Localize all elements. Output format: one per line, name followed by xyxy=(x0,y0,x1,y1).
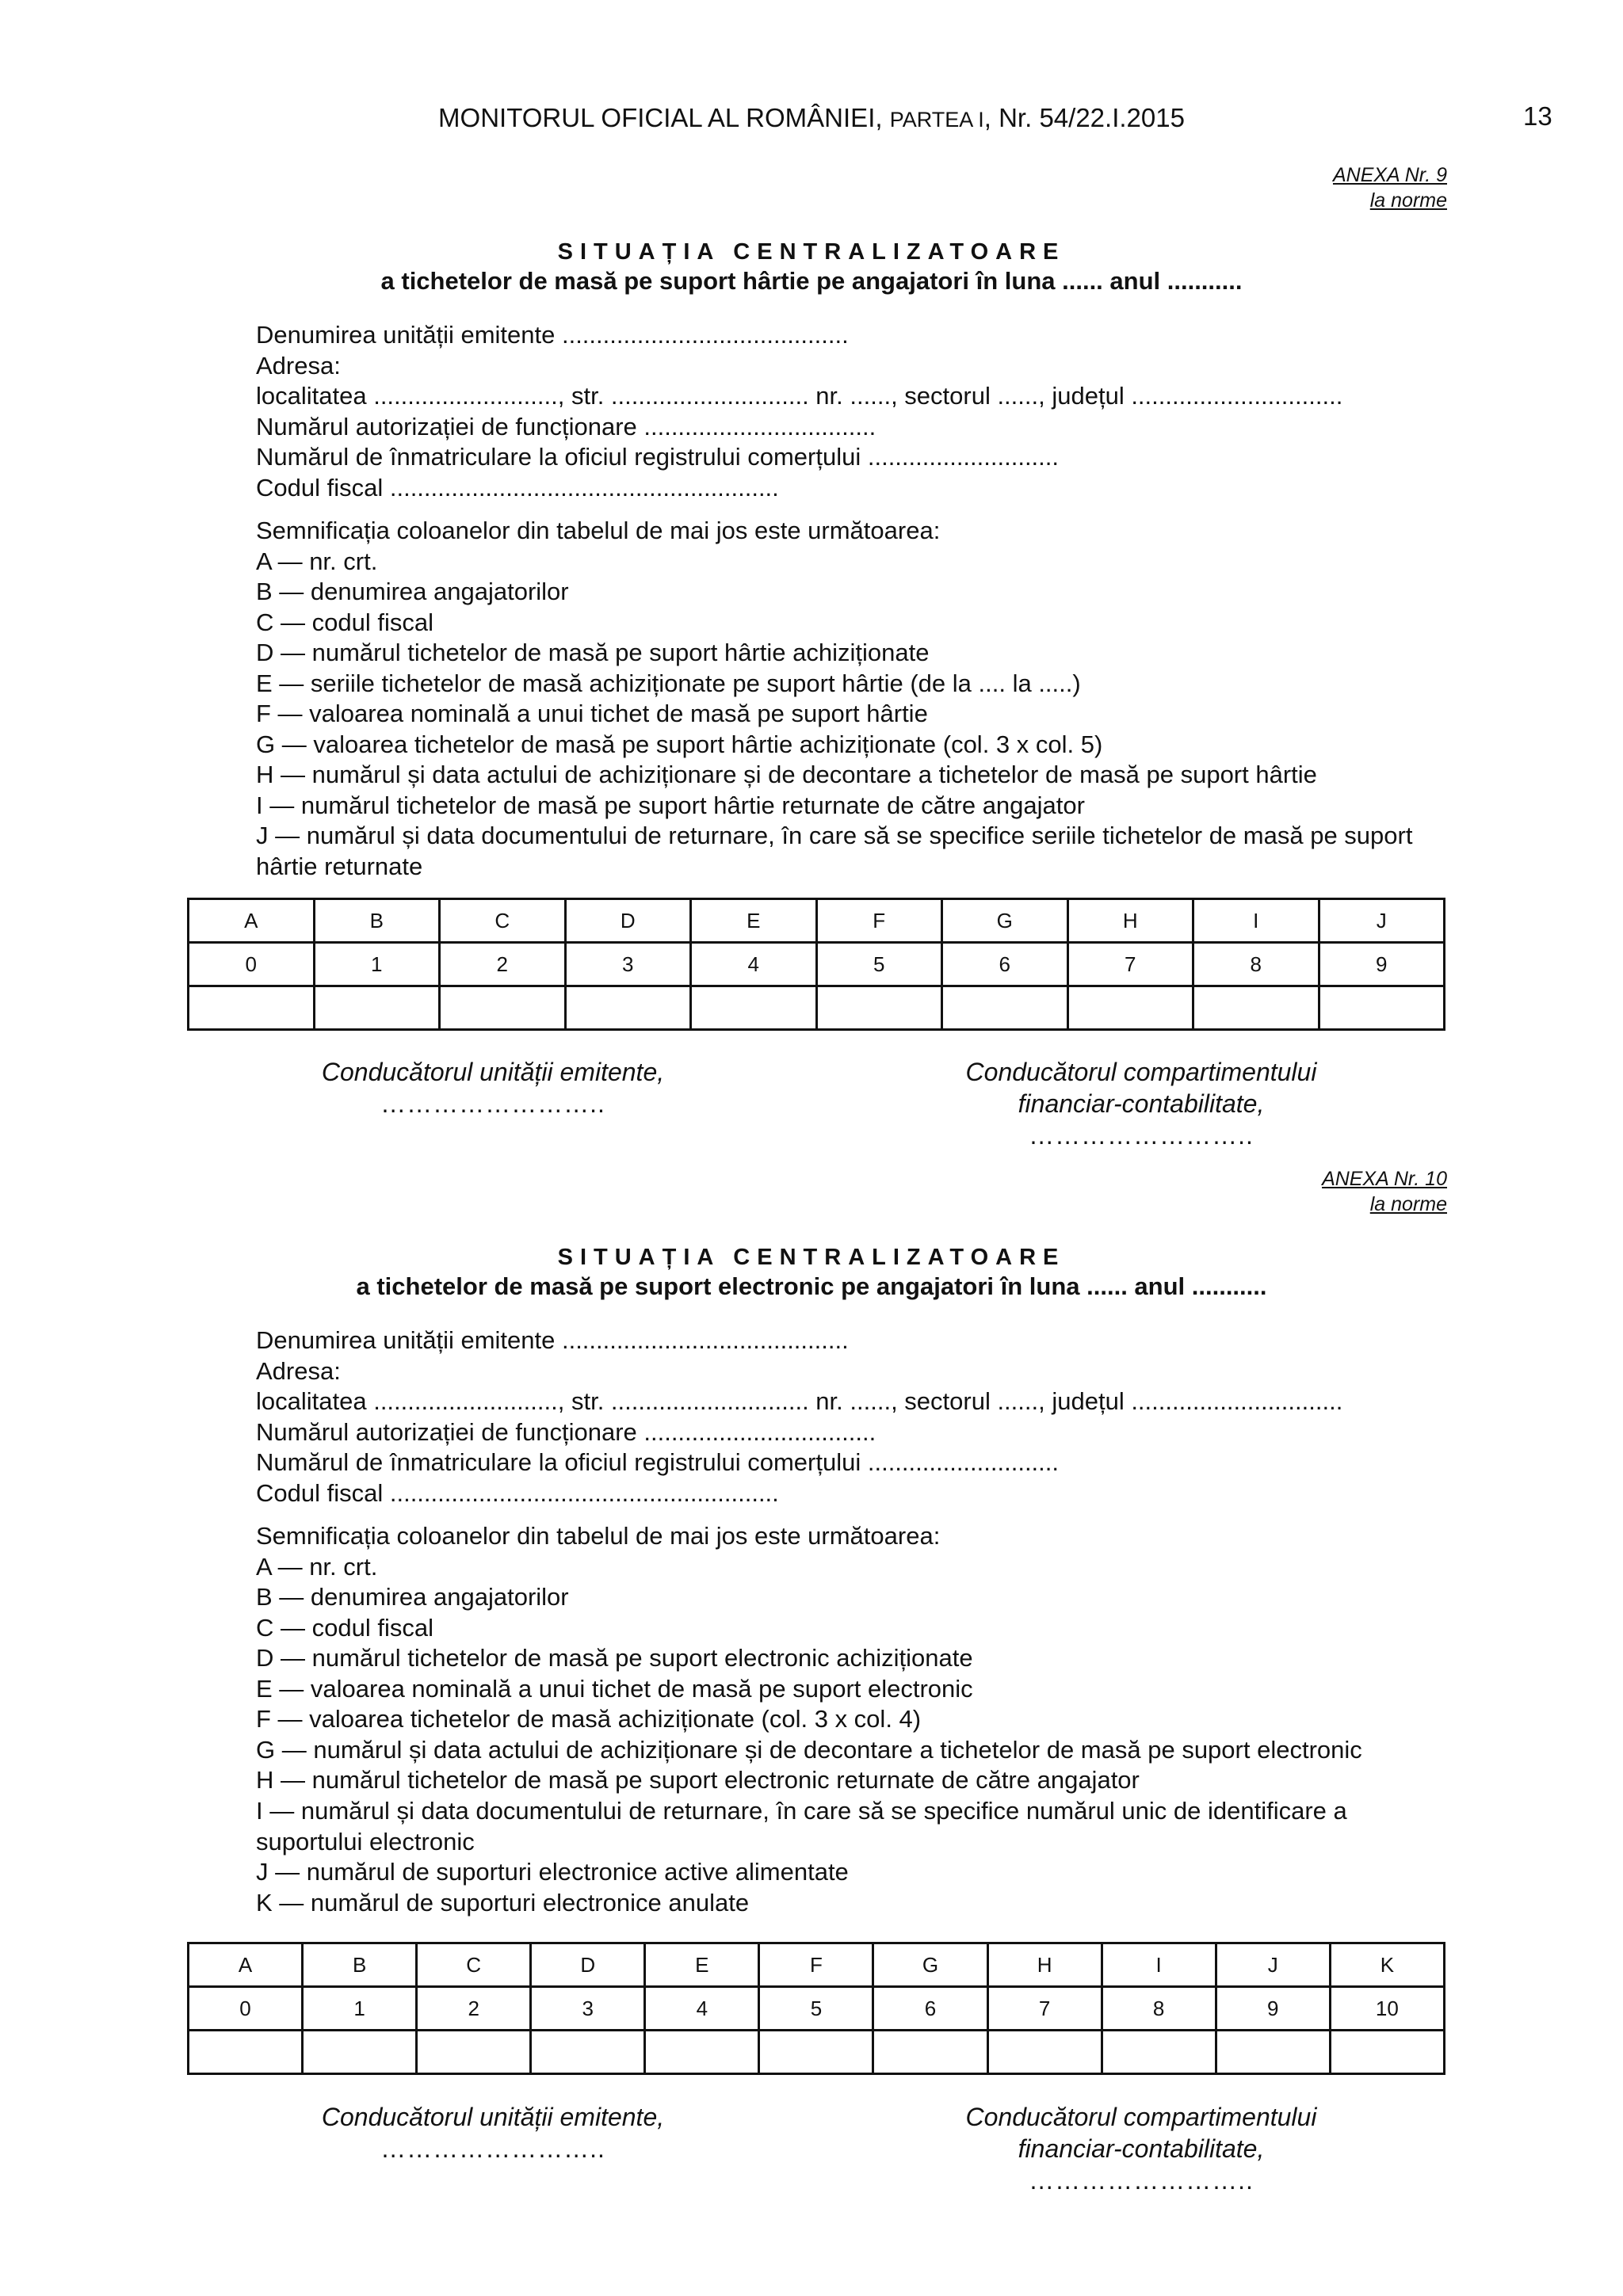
table-cell: 3 xyxy=(565,943,691,986)
table-cell: J xyxy=(1216,1943,1330,1987)
table-cell: 9 xyxy=(1216,1987,1330,2031)
field-line: Numărul autorizației de funcționare .................................. xyxy=(256,1417,876,1446)
table-cell-empty xyxy=(1330,2031,1444,2074)
table-cell-empty xyxy=(1067,986,1193,1030)
legend-item: J — numărul de suporturi electronice active alimentate xyxy=(256,1858,849,1886)
legend-item: F — valoarea tichetelor de masă achiziționate (col. 3 x col. 4) xyxy=(256,1705,922,1733)
field-line: Adresa: xyxy=(256,1356,341,1385)
annex9-legend-last xyxy=(187,821,1449,882)
field-line: localitatea ..........................., str. ............................. nr. ......, sectorul ......, județul ............................... xyxy=(256,382,1343,410)
legend-item: C — codul fiscal xyxy=(256,608,433,636)
table-cell: E xyxy=(645,1943,759,1987)
header-part: PARTEA I xyxy=(889,108,984,132)
annex9-norme: la norme xyxy=(1369,189,1447,212)
table-cell: 7 xyxy=(987,1987,1102,2031)
table-cell: C xyxy=(417,1943,531,1987)
table-cell-empty xyxy=(189,986,315,1030)
header-title-main: MONITORUL OFICIAL AL ROMÂNIEI, xyxy=(438,103,890,132)
legend-item: H — numărul și data actului de achiziționare și de decontare a tichetelor de masă pe suport hârtie xyxy=(256,761,1317,788)
table-cell: I xyxy=(1102,1943,1216,1987)
legend-intro: Semnificația coloanelor din tabelul de mai jos este următoarea: xyxy=(256,1522,941,1550)
table-cell-empty xyxy=(1193,986,1319,1030)
page-header xyxy=(0,103,1623,133)
legend-intro: Semnificația coloanelor din tabelul de mai jos este următoarea: xyxy=(256,517,941,544)
legend-item: D — numărul tichetelor de masă pe suport electronic achiziționate xyxy=(256,1644,973,1672)
table-cell: 0 xyxy=(189,1987,303,2031)
annex10-subtitle: a tichetelor de masă pe suport electronic pe angajatori în luna ...... anul ........... xyxy=(356,1272,1267,1300)
table-cell: 5 xyxy=(759,1987,873,2031)
table-cell-empty xyxy=(440,986,566,1030)
table-cell: 9 xyxy=(1319,943,1445,986)
table-cell: A xyxy=(189,1943,303,1987)
legend-item-wrap: I — numărul și data documentului de returnare, în care să se specifice numărul unic de identificare a suportului electronic xyxy=(256,1797,1347,1855)
annex10-sign-right xyxy=(903,2101,1379,2196)
annex9-fields xyxy=(256,320,1449,503)
legend-item: C — codul fiscal xyxy=(256,1613,433,1642)
table-cell-empty xyxy=(759,2031,873,2074)
table-cell: 2 xyxy=(440,943,566,986)
sign-dots: …………………….. xyxy=(1029,1121,1254,1150)
annex9-label xyxy=(1333,162,1447,213)
legend-item: E — seriile tichetelor de masă achiziționate pe suport hârtie (de la .... la .....) xyxy=(256,669,1081,697)
table-cell: H xyxy=(1067,899,1193,943)
sign-title: Conducătorul compartimentului xyxy=(965,1058,1317,1086)
table-cell: D xyxy=(565,899,691,943)
field-line: Codul fiscal ......................................................... xyxy=(256,1478,779,1507)
table-cell-empty xyxy=(1102,2031,1216,2074)
legend-item: F — valoarea nominală a unui tichet de masă pe suport hârtie xyxy=(256,700,928,727)
field-line: Numărul de înmatriculare la oficiul registrului comerțului ............................ xyxy=(256,1448,1060,1476)
table-cell: 8 xyxy=(1193,943,1319,986)
annex9-legend xyxy=(256,516,1449,821)
table-cell-empty xyxy=(314,986,440,1030)
table-number-row xyxy=(189,943,1445,986)
table-cell: 1 xyxy=(314,943,440,986)
table-cell-empty xyxy=(531,2031,645,2074)
table-cell-empty xyxy=(942,986,1068,1030)
annex9-title: SITUAȚIA CENTRALIZATOARE xyxy=(557,239,1066,265)
sign-title-2: financiar-contabilitate, xyxy=(1018,1089,1265,1118)
table-cell: B xyxy=(314,899,440,943)
table-cell-empty xyxy=(691,986,817,1030)
table-cell-empty xyxy=(1319,986,1445,1030)
field-line: Adresa: xyxy=(256,351,341,379)
table-cell: F xyxy=(816,899,942,943)
legend-item: E — valoarea nominală a unui tichet de masă pe suport electronic xyxy=(256,1674,973,1703)
table-cell: K xyxy=(1330,1943,1444,1987)
field-line: Numărul autorizației de funcționare .................................. xyxy=(256,412,876,441)
legend-item: G — numărul și data actului de achiziționare și de decontare a tichetelor de masă pe suport electronic xyxy=(256,1735,1362,1764)
table-cell-empty xyxy=(816,986,942,1030)
field-line: Numărul de înmatriculare la oficiul registrului comerțului ............................ xyxy=(256,443,1060,471)
legend-item: G — valoarea tichetelor de masă pe suport hârtie achiziționate (col. 3 x col. 5) xyxy=(256,730,1103,758)
sign-title: Conducătorul compartimentului xyxy=(965,2103,1317,2131)
table-cell: D xyxy=(531,1943,645,1987)
legend-item: A — nr. crt. xyxy=(256,1552,378,1581)
annex10-legend-after xyxy=(256,1857,1449,1918)
table-cell-empty xyxy=(1216,2031,1330,2074)
table-header-row xyxy=(189,1943,1445,1987)
legend-item: H — numărul tichetelor de masă pe suport electronic returnate de către angajator xyxy=(256,1766,1140,1794)
table-cell: C xyxy=(440,899,566,943)
annex10-title: SITUAȚIA CENTRALIZATOARE xyxy=(557,1245,1066,1270)
table-cell-empty xyxy=(303,2031,417,2074)
table-cell: B xyxy=(303,1943,417,1987)
table-cell-empty xyxy=(987,2031,1102,2074)
annex9-table xyxy=(187,898,1445,1031)
annex10-sign-left xyxy=(295,2101,691,2164)
legend-item: I — numărul tichetelor de masă pe suport hârtie returnate de către angajator xyxy=(256,791,1085,819)
legend-item: B — denumirea angajatorilor xyxy=(256,578,569,605)
table-cell-empty xyxy=(873,2031,987,2074)
sign-dots: …………………….. xyxy=(380,1089,605,1118)
field-line: Codul fiscal ......................................................... xyxy=(256,473,779,502)
annex9-sign-left xyxy=(295,1056,691,1119)
table-cell: E xyxy=(691,899,817,943)
table-cell: I xyxy=(1193,899,1319,943)
table-cell: J xyxy=(1319,899,1445,943)
legend-item-wrap: J — numărul și data documentului de returnare, în care să se specifice seriile tichetelor de masă pe suport hârtie returnate xyxy=(256,822,1413,880)
sign-title-2: financiar-contabilitate, xyxy=(1018,2134,1265,2163)
annex10-table xyxy=(187,1942,1445,2075)
table-cell: 8 xyxy=(1102,1987,1216,2031)
legend-item: D — numărul tichetelor de masă pe suport hârtie achiziționate xyxy=(256,639,930,666)
table-empty-row xyxy=(189,2031,1445,2074)
sign-title: Conducătorul unității emitente, xyxy=(321,2103,665,2131)
table-cell: 0 xyxy=(189,943,315,986)
annex10-legend-wrap xyxy=(187,1796,1449,1857)
table-cell: 7 xyxy=(1067,943,1193,986)
table-cell-empty xyxy=(189,2031,303,2074)
table-cell-empty xyxy=(645,2031,759,2074)
field-line: Denumirea unității emitente .......................................... xyxy=(256,1326,849,1354)
table-cell: H xyxy=(987,1943,1102,1987)
annex9-number: ANEXA Nr. 9 xyxy=(1332,164,1447,186)
table-cell: 5 xyxy=(816,943,942,986)
table-cell: 6 xyxy=(873,1987,987,2031)
legend-item: B — denumirea angajatorilor xyxy=(256,1583,569,1611)
table-cell: 10 xyxy=(1330,1987,1444,2031)
annex10-label xyxy=(1322,1166,1447,1217)
table-cell: 4 xyxy=(691,943,817,986)
legend-item: A — nr. crt. xyxy=(256,547,378,575)
annex10-number: ANEXA Nr. 10 xyxy=(1322,1168,1447,1190)
sign-title: Conducătorul unității emitente, xyxy=(321,1058,665,1086)
table-cell: G xyxy=(942,899,1068,943)
field-line: Denumirea unității emitente .......................................... xyxy=(256,321,849,349)
table-cell: 1 xyxy=(303,1987,417,2031)
table-cell: F xyxy=(759,1943,873,1987)
table-cell: 6 xyxy=(942,943,1068,986)
table-empty-row xyxy=(189,986,1445,1030)
table-cell: 2 xyxy=(417,1987,531,2031)
table-cell: A xyxy=(189,899,315,943)
field-line: localitatea ..........................., str. ............................. nr. ......, sectorul ......, județul ............................... xyxy=(256,1387,1343,1415)
table-cell: G xyxy=(873,1943,987,1987)
annex10-norme: la norme xyxy=(1369,1193,1447,1215)
annex10-legend xyxy=(256,1521,1449,1796)
page-number: 13 xyxy=(1523,101,1552,131)
header-issue: , Nr. 54/22.I.2015 xyxy=(983,103,1185,132)
table-cell-empty xyxy=(565,986,691,1030)
annex9-subtitle: a tichetelor de masă pe suport hârtie pe angajatori în luna ...... anul ........... xyxy=(380,267,1243,295)
annex10-fields xyxy=(256,1325,1449,1508)
sign-dots: …………………….. xyxy=(1029,2166,1254,2195)
table-number-row xyxy=(189,1987,1445,2031)
table-cell-empty xyxy=(417,2031,531,2074)
legend-item: K — numărul de suporturi electronice anulate xyxy=(256,1888,750,1917)
table-header-row xyxy=(189,899,1445,943)
table-cell: 4 xyxy=(645,1987,759,2031)
annex9-sign-right xyxy=(903,1056,1379,1151)
table-cell: 3 xyxy=(531,1987,645,2031)
sign-dots: …………………….. xyxy=(380,2134,605,2163)
